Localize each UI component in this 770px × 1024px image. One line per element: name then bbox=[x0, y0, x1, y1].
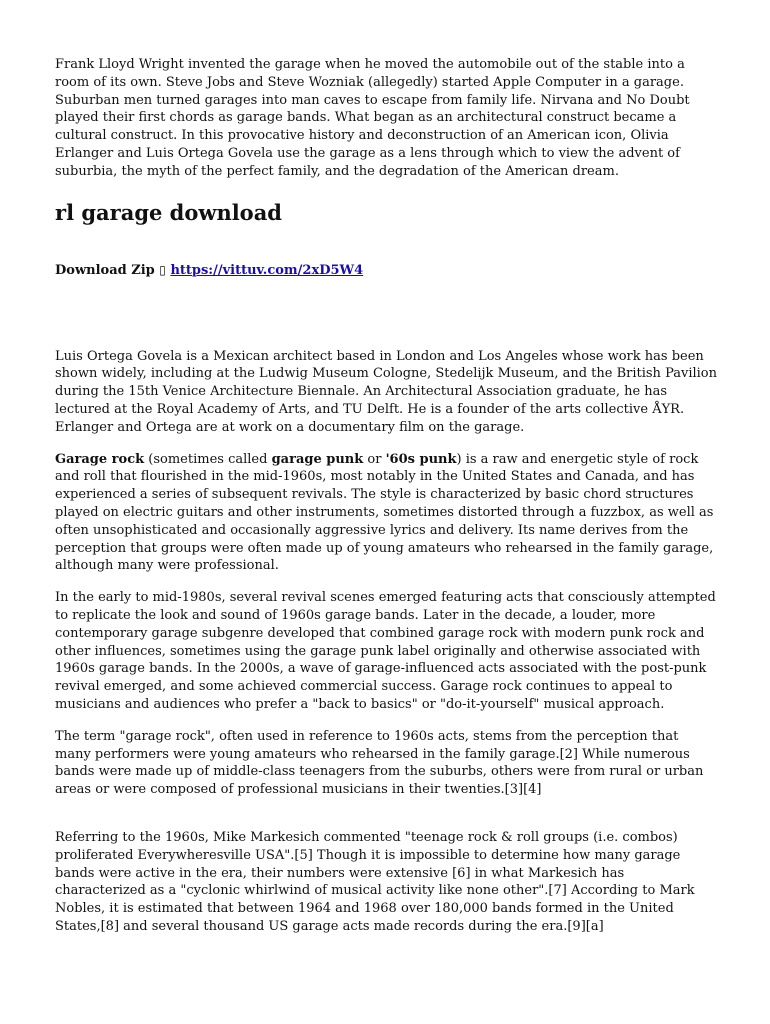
page-heading: rl garage download bbox=[55, 199, 282, 225]
term-paragraph: The term "garage rock", often used in reference to 1960s acts, stems from the perception that many performers were young amateurs who rehearsed in the family garage.[2] While numerous bands were made up of middle-class teenagers from the suburbs, others were from rural or urban areas or were composed of professional musicians in their twenties.[3][4] bbox=[55, 728, 704, 798]
garage-rock-paragraph bbox=[55, 451, 718, 576]
markesich-paragraph: Referring to the 1960s, Mike Markesich commented "teenage rock & roll groups (i.e. combos) proliferated Everywheresville USA".[5] Though it is impossible to determine how many garage bands were active in the era, their numbers were extensive [6] in what Markesich has characterized as a "cyclonic whirlwind of musical activity like none other".[7] According to Mark Nobles, it is estimated that between 1964 and 1968 over 180,000 bands formed in the United States,[8] and several thousand US garage acts made records during the era.[9][a] bbox=[55, 829, 695, 934]
text-segment-1: (sometimes called bbox=[144, 451, 272, 467]
revival-paragraph: In the early to mid-1980s, several revival scenes emerged featuring acts that consciously attempted to replicate the look and sound of 1960s garage bands. Later in the decade, a louder, more contemporary garage subgenre developed that combined garage rock with modern punk rock and other influences, sometimes using the garage punk label originally and otherwise associated with 1960s garage bands. In the 2000s, a wave of garage-influenced acts associated with the post-punk revival emerged, and some achieved commercial success. Garage rock continues to appeal to musicians and audiences who prefer a "back to basics" or "do-it-yourself" musical approach. bbox=[55, 590, 716, 712]
arrow-icon: ▯ bbox=[159, 262, 166, 277]
download-label: Download Zip bbox=[55, 262, 155, 278]
term-garage-rock: Garage rock bbox=[55, 451, 145, 467]
bio-paragraph: Luis Ortega Govela is a Mexican architect based in London and Los Angeles whose work has been shown widely, including at the Ludwig Museum Cologne, Stedelijk Museum, and the British Pavilion during the 15th Venice Architecture Biennale. An Architectural Association graduate, he has lectured at the Royal Academy of Arts, and TU Delft. He is a founder of the arts collective ÅYR. Erlanger and Ortega are at work on a documentary film on the garage. bbox=[55, 348, 717, 435]
download-link[interactable]: https://vittuv.com/2xD5W4 bbox=[170, 262, 364, 278]
text-segment-2: or bbox=[363, 451, 386, 467]
term-garage-punk: garage punk bbox=[271, 451, 364, 467]
download-line bbox=[55, 261, 718, 280]
intro-paragraph: Frank Lloyd Wright invented the garage when he moved the automobile out of the stable into a room of its own. Steve Jobs and Steve Wozniak (allegedly) started Apple Computer in a garage. Suburban men turned garages into man caves to escape from family life. Nirvana and No Doubt played their first chords as garage bands. What began as an architectural construct became a cultural construct. In this provocative history and deconstruction of an American icon, Olivia Erlanger and Luis Ortega Govela use the garage as a lens through which to view the advent of suburbia, the myth of the perfect family, and the degradation of the American dream. bbox=[55, 57, 690, 179]
term-60s-punk: '60s punk bbox=[385, 451, 457, 467]
text-segment-3: ) is a raw and energetic style of rock and roll that flourished in the mid-1960s, most notably in the United States and Canada, and has experienced a series of subsequent revivals. The style is characterized by basic chord structures played on electric guitars and other instruments, sometimes distorted through a fuzzbox, as well as often unsophisticated and occasionally aggressive lyrics and delivery. Its name derives from the perception that groups were often made up of young amateurs who rehearsed in the family garage, although many were professional. bbox=[55, 451, 714, 574]
